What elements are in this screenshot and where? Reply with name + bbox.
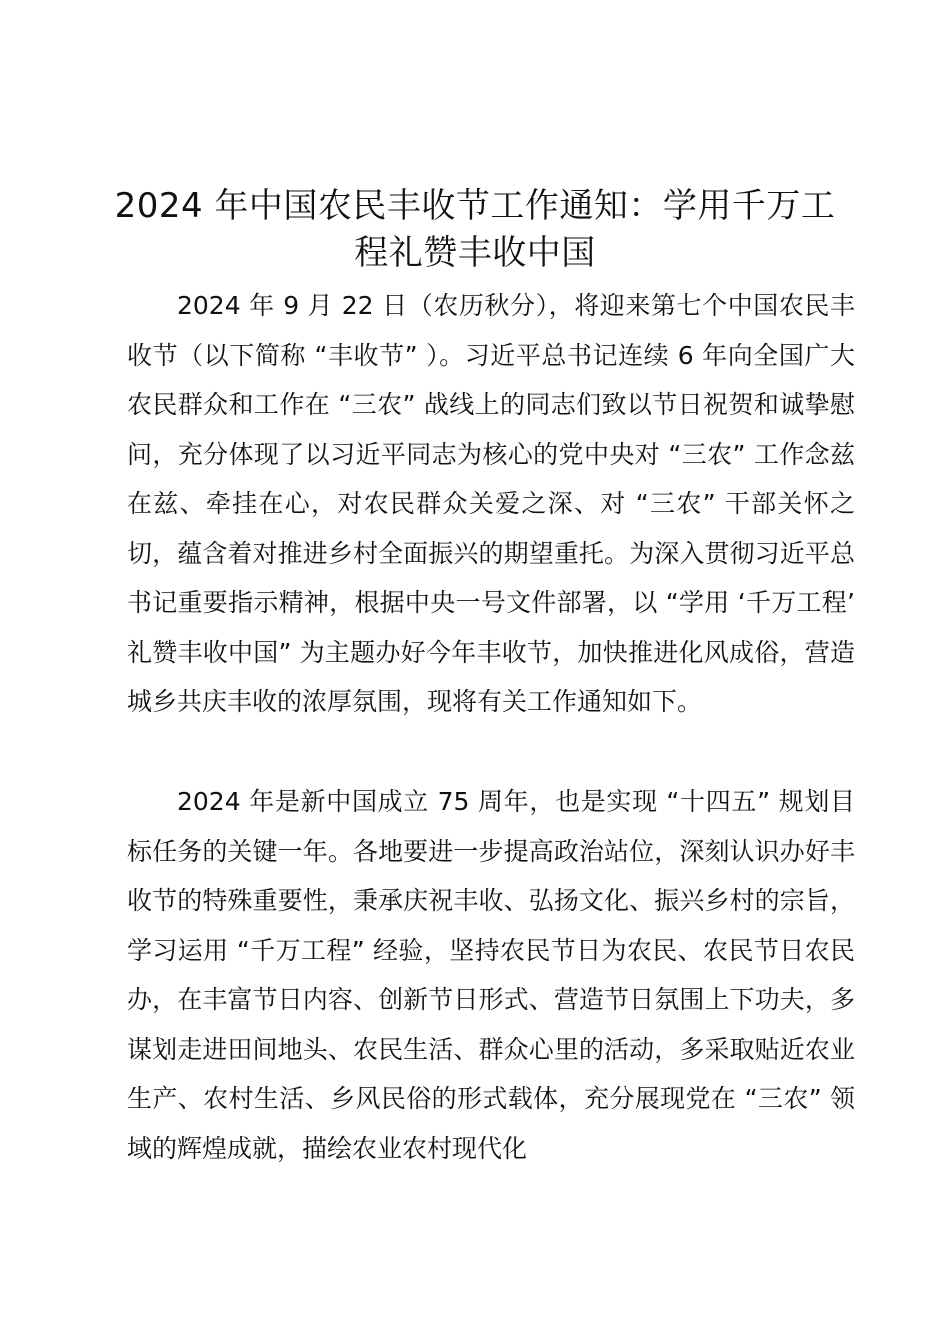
document-title: 2024 年中国农民丰收节工作通知：学用千万工程礼赞丰收中国 bbox=[114, 186, 836, 273]
body-paragraph: 2024 年是新中国成立 75 周年，也是实现 “十四五” 规划目标任务的关键一年。各地要进一步提高政治站位，深刻认识办好丰收节的特殊重要性，秉承庆祝丰收、弘扬文化、振兴乡村的宗旨，学习运用 “千万工程” 经验，坚持农民节日为农民、农民节日农民办，在丰富节日内容、创新节日形式、营造节日氛围上下功夫，多谋划走进田间地头、农民生活、群众心里的活动，多采取贴近农业生产、农村生活、乡风民俗的形式载体，充分展现党在 “三农” 领域的辉煌成就，描绘农业农村现代化 bbox=[127, 787, 855, 1163]
body-paragraph: 2024 年 9 月 22 日（农历秋分），将迎来第七个中国农民丰收节（以下简称 “丰收节” ）。习近平总书记连续 6 年向全国广大农民群众和工作在 “三农” 战线上的同志们致以节日祝贺和诚挚慰问，充分体现了以习近平同志为核心的党中央对 “三农” 工作念兹在兹、牵挂在心，对农民群众关爱之深、对 “三农” 干部关怀之切，蕴含着对推进乡村全面振兴的期望重托。为深入贯彻习近平总书记重要指示精神，根据中央一号文件部署，以 “学用 ‘千万工程’ 礼赞丰收中国” 为主题办好今年丰收节，加快推进化风成俗，营造城乡共庆丰收的浓厚氛围，现将有关工作通知如下。 bbox=[127, 291, 855, 716]
